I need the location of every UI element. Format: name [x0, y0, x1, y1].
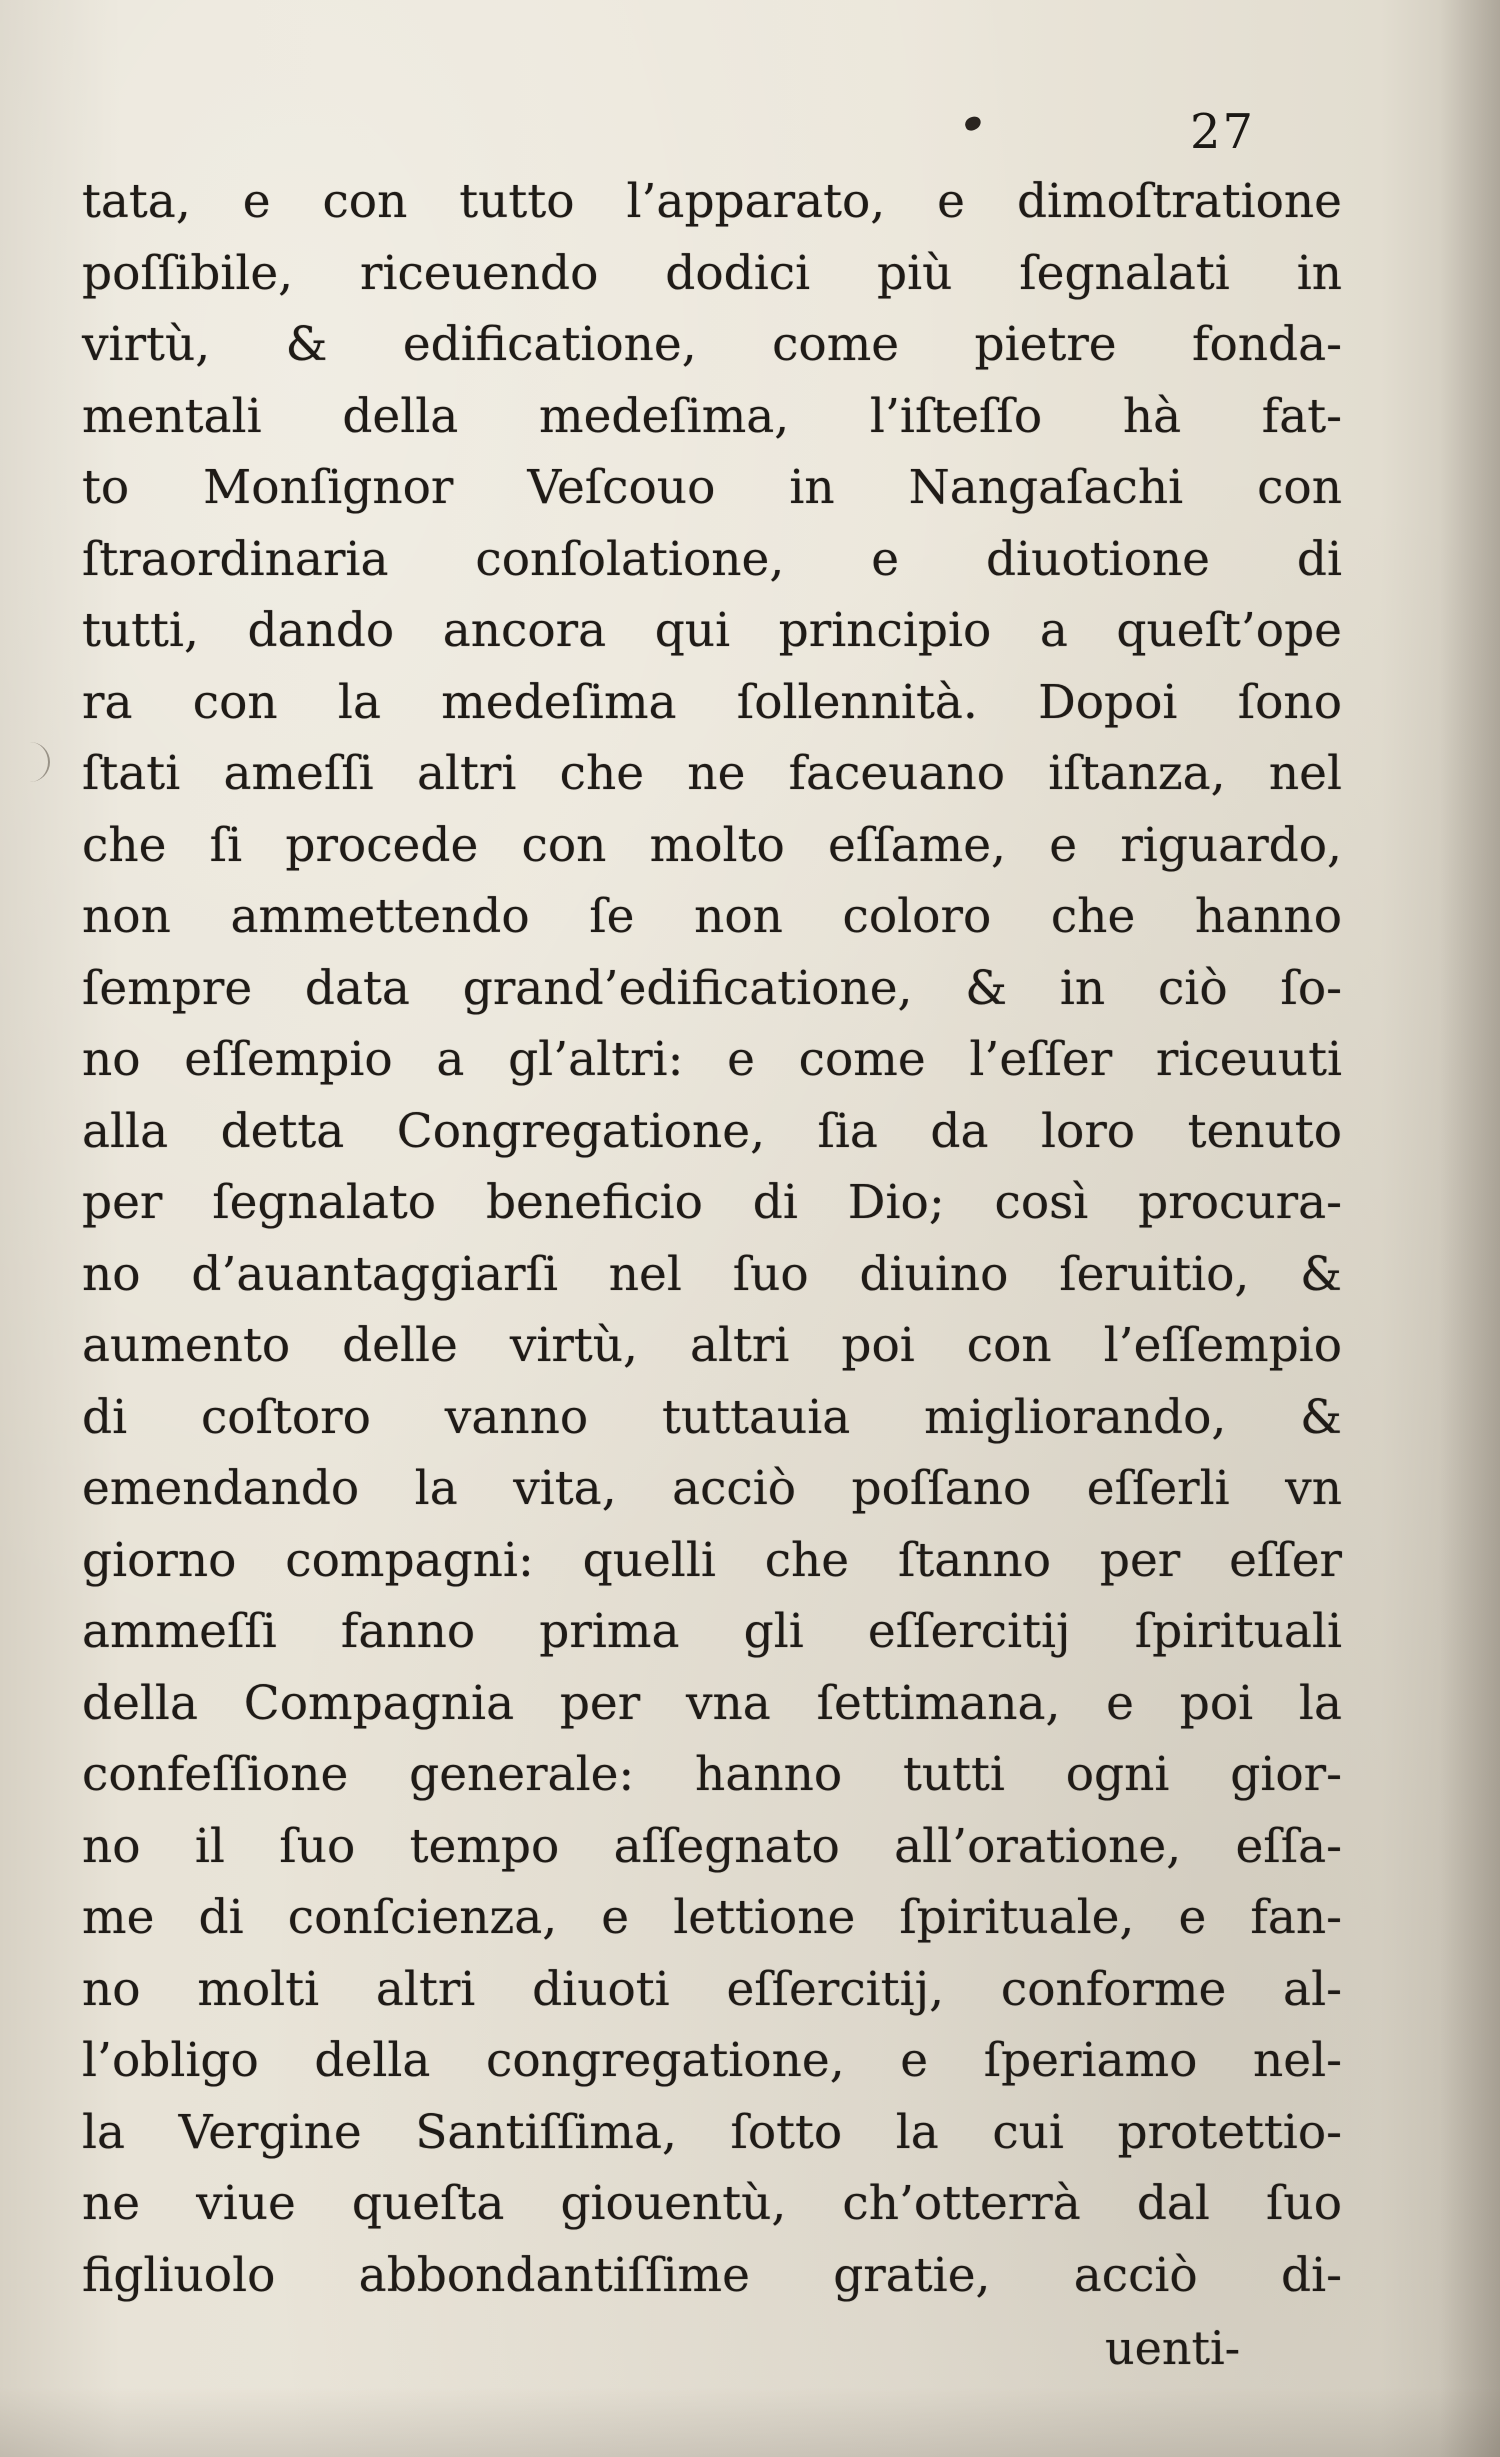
text-line: to Monſignor Veſcouo in Nangaſachi con: [82, 460, 1342, 515]
text-line: mentali della medeſima, l’iſteſſo hà fat-: [82, 388, 1342, 444]
text-line: alla detta Congregatione, ſia da loro tenuto: [82, 1103, 1342, 1159]
ink-blot: [963, 115, 982, 133]
text-line: ſempre data grand’edificatione, & in ciò ſo-: [82, 960, 1342, 1016]
text-line: la Vergine Santiſſima, ſotto la cui protettio-: [82, 2104, 1342, 2160]
text-line: tutti, dando ancora qui principio a queſt’ope: [82, 603, 1342, 658]
text-line: di coſtoro vanno tuttauia migliorando, &: [82, 1389, 1342, 1445]
text-line: no il ſuo tempo aſſegnato all’oratione, eſſa-: [82, 1818, 1342, 1874]
body-text: [82, 166, 1342, 2311]
page-bottom-shadow: [0, 2387, 1500, 2457]
catchword: uenti-: [1105, 2321, 1241, 2375]
text-line: tata, e con tutto l’apparato, e dimoſtratione: [82, 174, 1342, 229]
text-line: non ammettendo ſe non coloro che hanno: [82, 889, 1342, 944]
margin-mark: [18, 742, 50, 782]
text-line: virtù, & edificatione, come pietre fonda-: [82, 317, 1342, 372]
text-line: della Compagnia per vna ſettimana, e poi la: [82, 1675, 1342, 1731]
text-line: ſtraordinaria conſolatione, e diuotione di: [82, 531, 1342, 587]
page-number: 27: [1190, 104, 1256, 160]
text-line: me di conſcienza, e lettione ſpirituale, e fan-: [82, 1890, 1342, 1945]
text-line: no d’auantaggiarſi nel ſuo diuino ſeruitio, &: [82, 1246, 1342, 1302]
text-line: ra con la medeſima ſollennità. Dopoi ſono: [82, 674, 1342, 730]
text-line: per ſegnalato beneficio di Dio; così procura-: [82, 1175, 1342, 1230]
text-line: giorno compagni: quelli che ſtanno per eſſer: [82, 1532, 1342, 1588]
text-line: ſtati ameſſi altri che ne faceuano iſtanza, nel: [82, 746, 1342, 801]
text-line: che ſi procede con molto eſſame, e riguardo,: [82, 817, 1342, 873]
text-line: no molti altri diuoti eſſercitij, conforme al-: [82, 1961, 1342, 2017]
text-line: figliuolo abbondantiſſime gratie, acciò di-: [82, 2247, 1342, 2303]
page-edge-shadow: [1440, 0, 1500, 2457]
text-line: ammeſſi fanno prima gli eſſercitij ſpirituali: [82, 1604, 1342, 1659]
text-line: aumento delle virtù, altri poi con l’eſſempio: [82, 1318, 1342, 1373]
text-line: poſſibile, riceuendo dodici più ſegnalati in: [82, 245, 1342, 301]
text-line: l’obligo della congregatione, e ſperiamo nel-: [82, 2033, 1342, 2088]
text-line: ne viue queſta giouentù, ch’otterrà dal ſuo: [82, 2176, 1342, 2231]
text-line: confeſſione generale: hanno tutti ogni gior-: [82, 1747, 1342, 1802]
text-line: no eſſempio a gl’altri: e come l’eſſer riceuuti: [82, 1032, 1342, 1087]
text-line: emendando la vita, acciò poſſano eſſerli vn: [82, 1461, 1342, 1516]
